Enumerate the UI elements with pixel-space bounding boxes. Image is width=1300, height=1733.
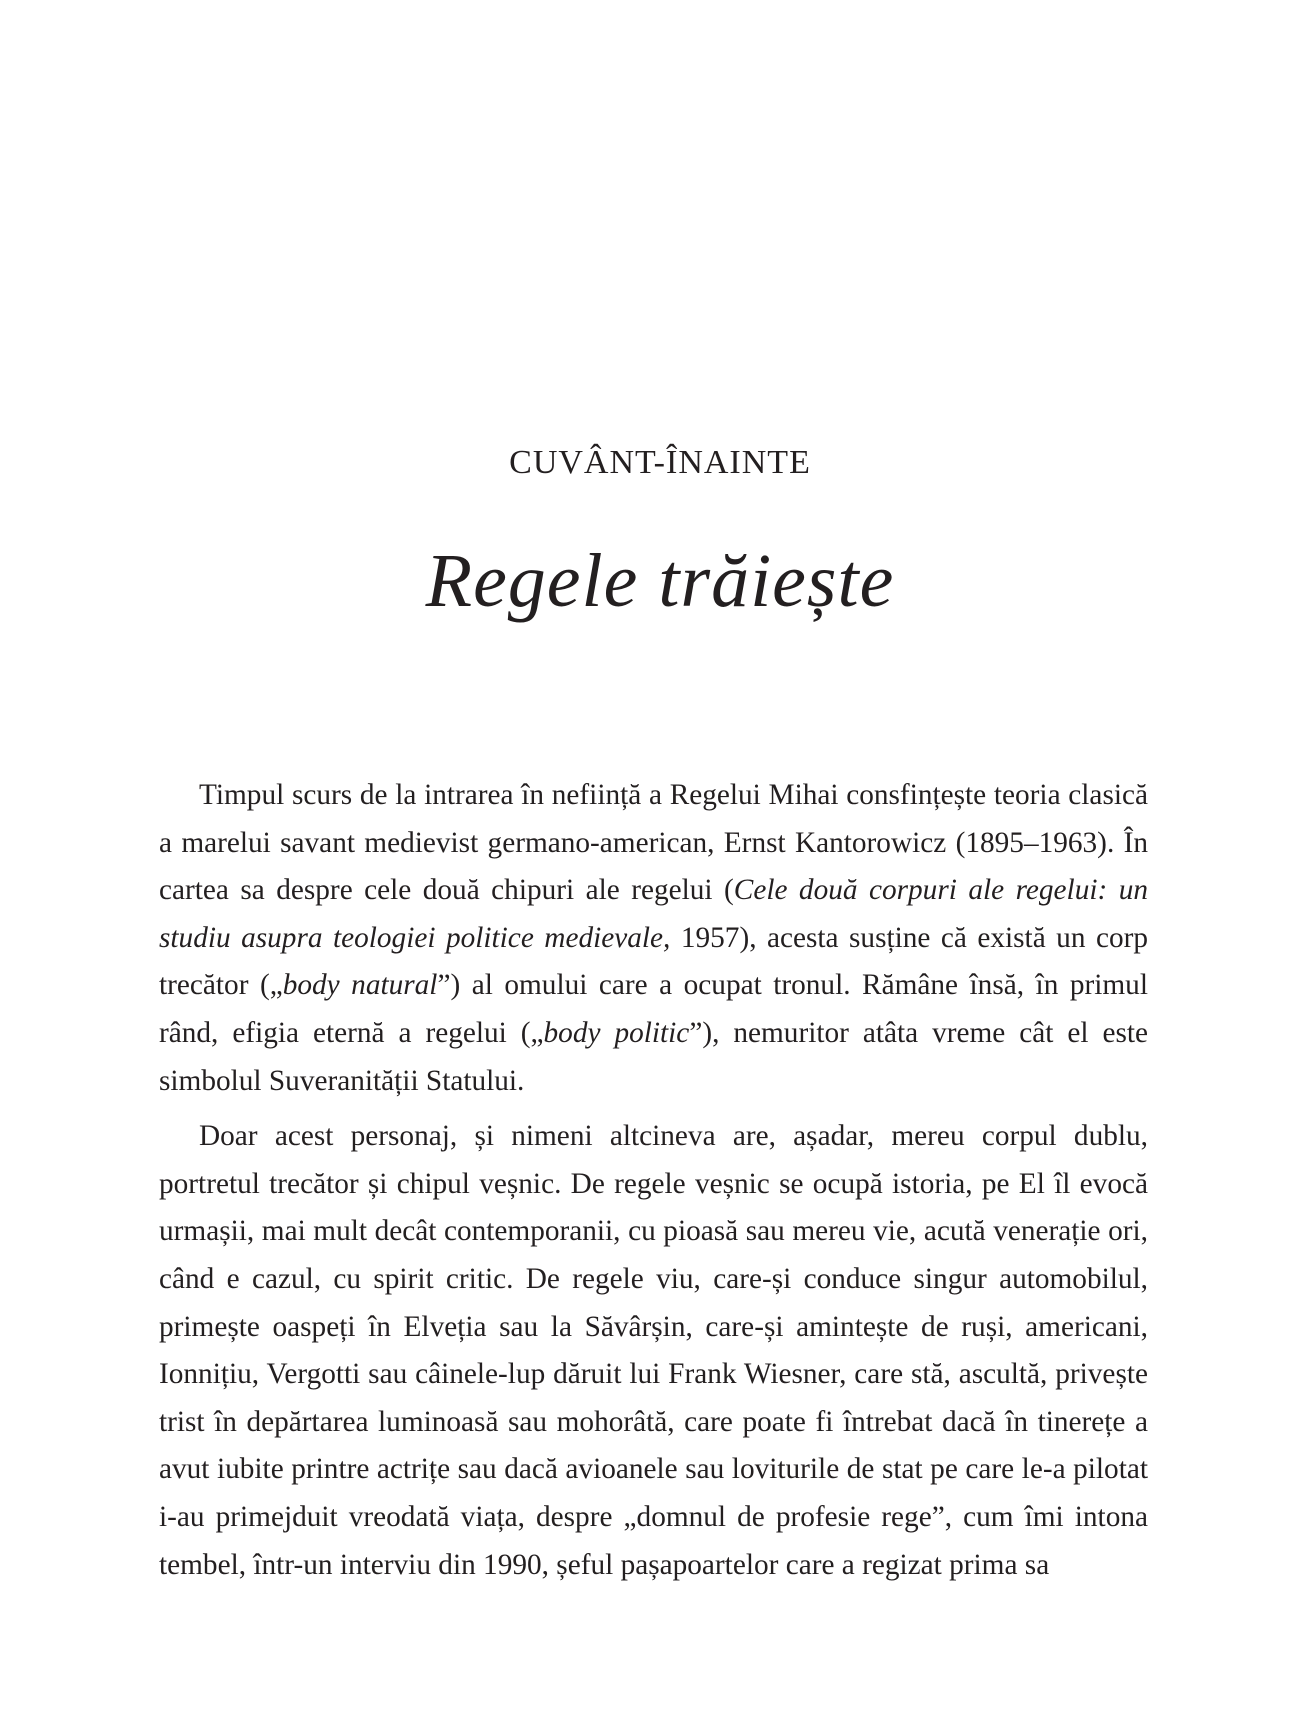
- text-segment: Timpul scurs de la intrarea în neființă a Regelui Mihai consfințește teoria clasică a marelui savant medievist germano-american, Ernst Kantorowicz (1895–1963). În cartea sa despre cele două chipuri ale regelui (: [159, 779, 1148, 907]
- chapter-label: CUVÂNT-ÎNAINTE: [509, 444, 811, 481]
- text-segment: ”) al omului care a ocupat tronul. Rămâne însă, în primul rând, efigia eternă a regelui („: [159, 969, 1148, 1049]
- text-segment: ”), nemuritor atâta vreme cât el este simbolul Suveranității Statului.: [159, 1016, 1148, 1097]
- text-segment: 1957), acesta susține că există un corp trecător („: [159, 921, 1149, 1002]
- italic-segment: body natural: [282, 969, 438, 1002]
- body-text: [159, 772, 1148, 1589]
- italic-segment: body politic: [543, 1016, 690, 1049]
- paragraph: [159, 1113, 1148, 1589]
- italic-segment: Cele două corpuri ale regelui: un studiu asupra teologiei politice medievale,: [159, 874, 1148, 954]
- paragraph: [159, 772, 1148, 1105]
- chapter-title: Regele trăiește: [425, 539, 895, 623]
- text-segment: Doar acest personaj, și nimeni altcineva are, așadar, mereu corpul dublu, portretul trecător și chipul veșnic. De regele veșnic se ocupă istoria, pe El îl evocă urmașii, mai mult decât contemporanii, cu pioasă sau mereu vie, acută venerație ori, când e cazul, cu spirit critic. De regele viu, care-și conduce singur automobilul, primește oaspeți în Elveția sau la Săvârșin, care-și amintește de ruși, americani, Ionnițiu, Vergotti sau câinele-lup dăruit lui Frank Wiesner, care stă, ascultă, privește trist în depărtarea luminoasă sau mohorâtă, care poate fi întrebat dacă în tinerețe a avut iubite printre actrițe sau dacă avioanele sau loviturile de stat pe care le-a pilotat i-au primejduit vreodată viața, despre „domnul de profesie rege”, cum îmi intona tembel, într-un interviu din 1990, șeful pașapoartelor care a regizat prima sa: [159, 1120, 1148, 1581]
